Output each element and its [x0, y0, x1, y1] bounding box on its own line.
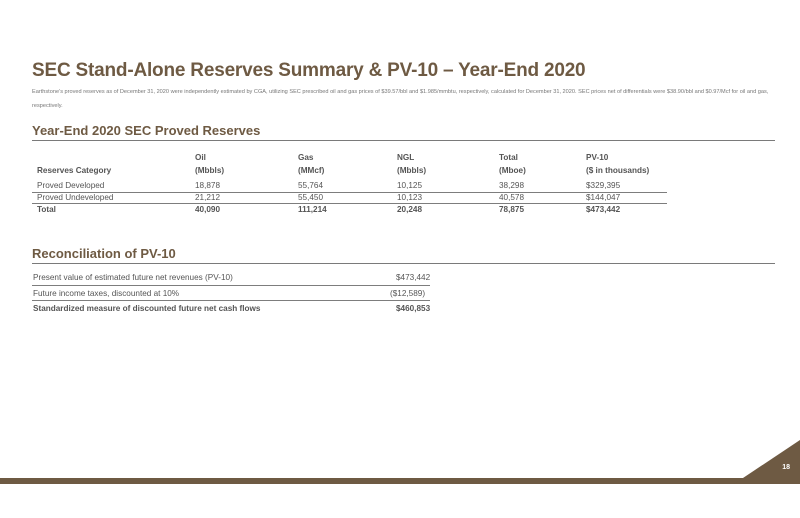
row-pd-oil: 18,878	[195, 181, 221, 190]
header-total-line1: Total	[499, 153, 518, 162]
reconciliation-total-value: $460,853	[396, 304, 431, 313]
row-pd-pv10: $329,395	[586, 181, 621, 190]
row-pud-ngl: 10,123	[397, 193, 423, 202]
row-total-oil: 40,090	[195, 205, 221, 214]
row-total-gas: 111,214	[298, 205, 327, 214]
total-divider	[32, 300, 430, 301]
row-total-total: 78,875	[499, 205, 525, 214]
header-oil-line1: Oil	[195, 153, 206, 162]
row-pud-oil: 21,212	[195, 193, 221, 202]
row-pd-ngl: 10,125	[397, 181, 423, 190]
header-category: Reserves Category	[37, 166, 112, 175]
reconciliation-section-rule	[32, 263, 775, 264]
header-ngl-line2: (Mbbls)	[397, 166, 427, 175]
reserves-section-title: Year-End 2020 SEC Proved Reserves	[32, 123, 261, 138]
row-total-ngl: 20,248	[397, 205, 423, 214]
reconciliation-row-value: ($12,589)	[390, 289, 426, 298]
total-divider	[32, 203, 667, 204]
row-pud-category: Proved Undeveloped	[37, 193, 114, 202]
row-divider	[32, 285, 430, 286]
reconciliation-total-label: Standardized measure of discounted future net cash flows	[33, 304, 261, 313]
page-subtitle: Earthstone’s proved reserves as of December 31, 2020 were independently estimated by CGA, utilizing SEC prescribed oil and gas prices of $39.57/bbl and $1.985/mmbtu, respectively, calculated for December 31, 2020. SEC prices net of differentials were $38.90/bbl and $0.97/Mcf for oil and gas, respectively.	[32, 89, 769, 109]
reconciliation-section-title: Reconciliation of PV-10	[32, 246, 176, 261]
row-total-pv10: $473,442	[586, 205, 621, 214]
reserves-section-rule	[32, 140, 775, 141]
reconciliation-row-label: Present value of estimated future net revenues (PV-10)	[33, 273, 233, 282]
header-pv10-line2: ($ in thousands)	[586, 166, 650, 175]
reconciliation-row-label: Future income taxes, discounted at 10%	[33, 289, 180, 298]
footer-corner-accent	[734, 440, 800, 484]
header-ngl-line1: NGL	[397, 153, 415, 162]
page-number: 18	[782, 464, 790, 471]
header-gas-line2: (MMcf)	[298, 166, 325, 175]
row-pud-gas: 55,450	[298, 193, 324, 202]
header-pv10-line1: PV-10	[586, 153, 609, 162]
reconciliation-row-value: $473,442	[396, 273, 431, 282]
header-gas-line1: Gas	[298, 153, 314, 162]
header-total-line2: (Mboe)	[499, 166, 526, 175]
footer-bar	[0, 478, 800, 484]
header-oil-line2: (Mbbls)	[195, 166, 225, 175]
row-pd-total: 38,298	[499, 181, 525, 190]
row-divider	[32, 192, 667, 193]
row-pud-pv10: $144,047	[586, 193, 621, 202]
row-total-category: Total	[37, 205, 56, 214]
page-title: SEC Stand-Alone Reserves Summary & PV-10 – Year-End 2020	[32, 60, 586, 81]
row-pd-gas: 55,764	[298, 181, 324, 190]
row-pud-total: 40,578	[499, 193, 525, 202]
row-pd-category: Proved Developed	[37, 181, 105, 190]
